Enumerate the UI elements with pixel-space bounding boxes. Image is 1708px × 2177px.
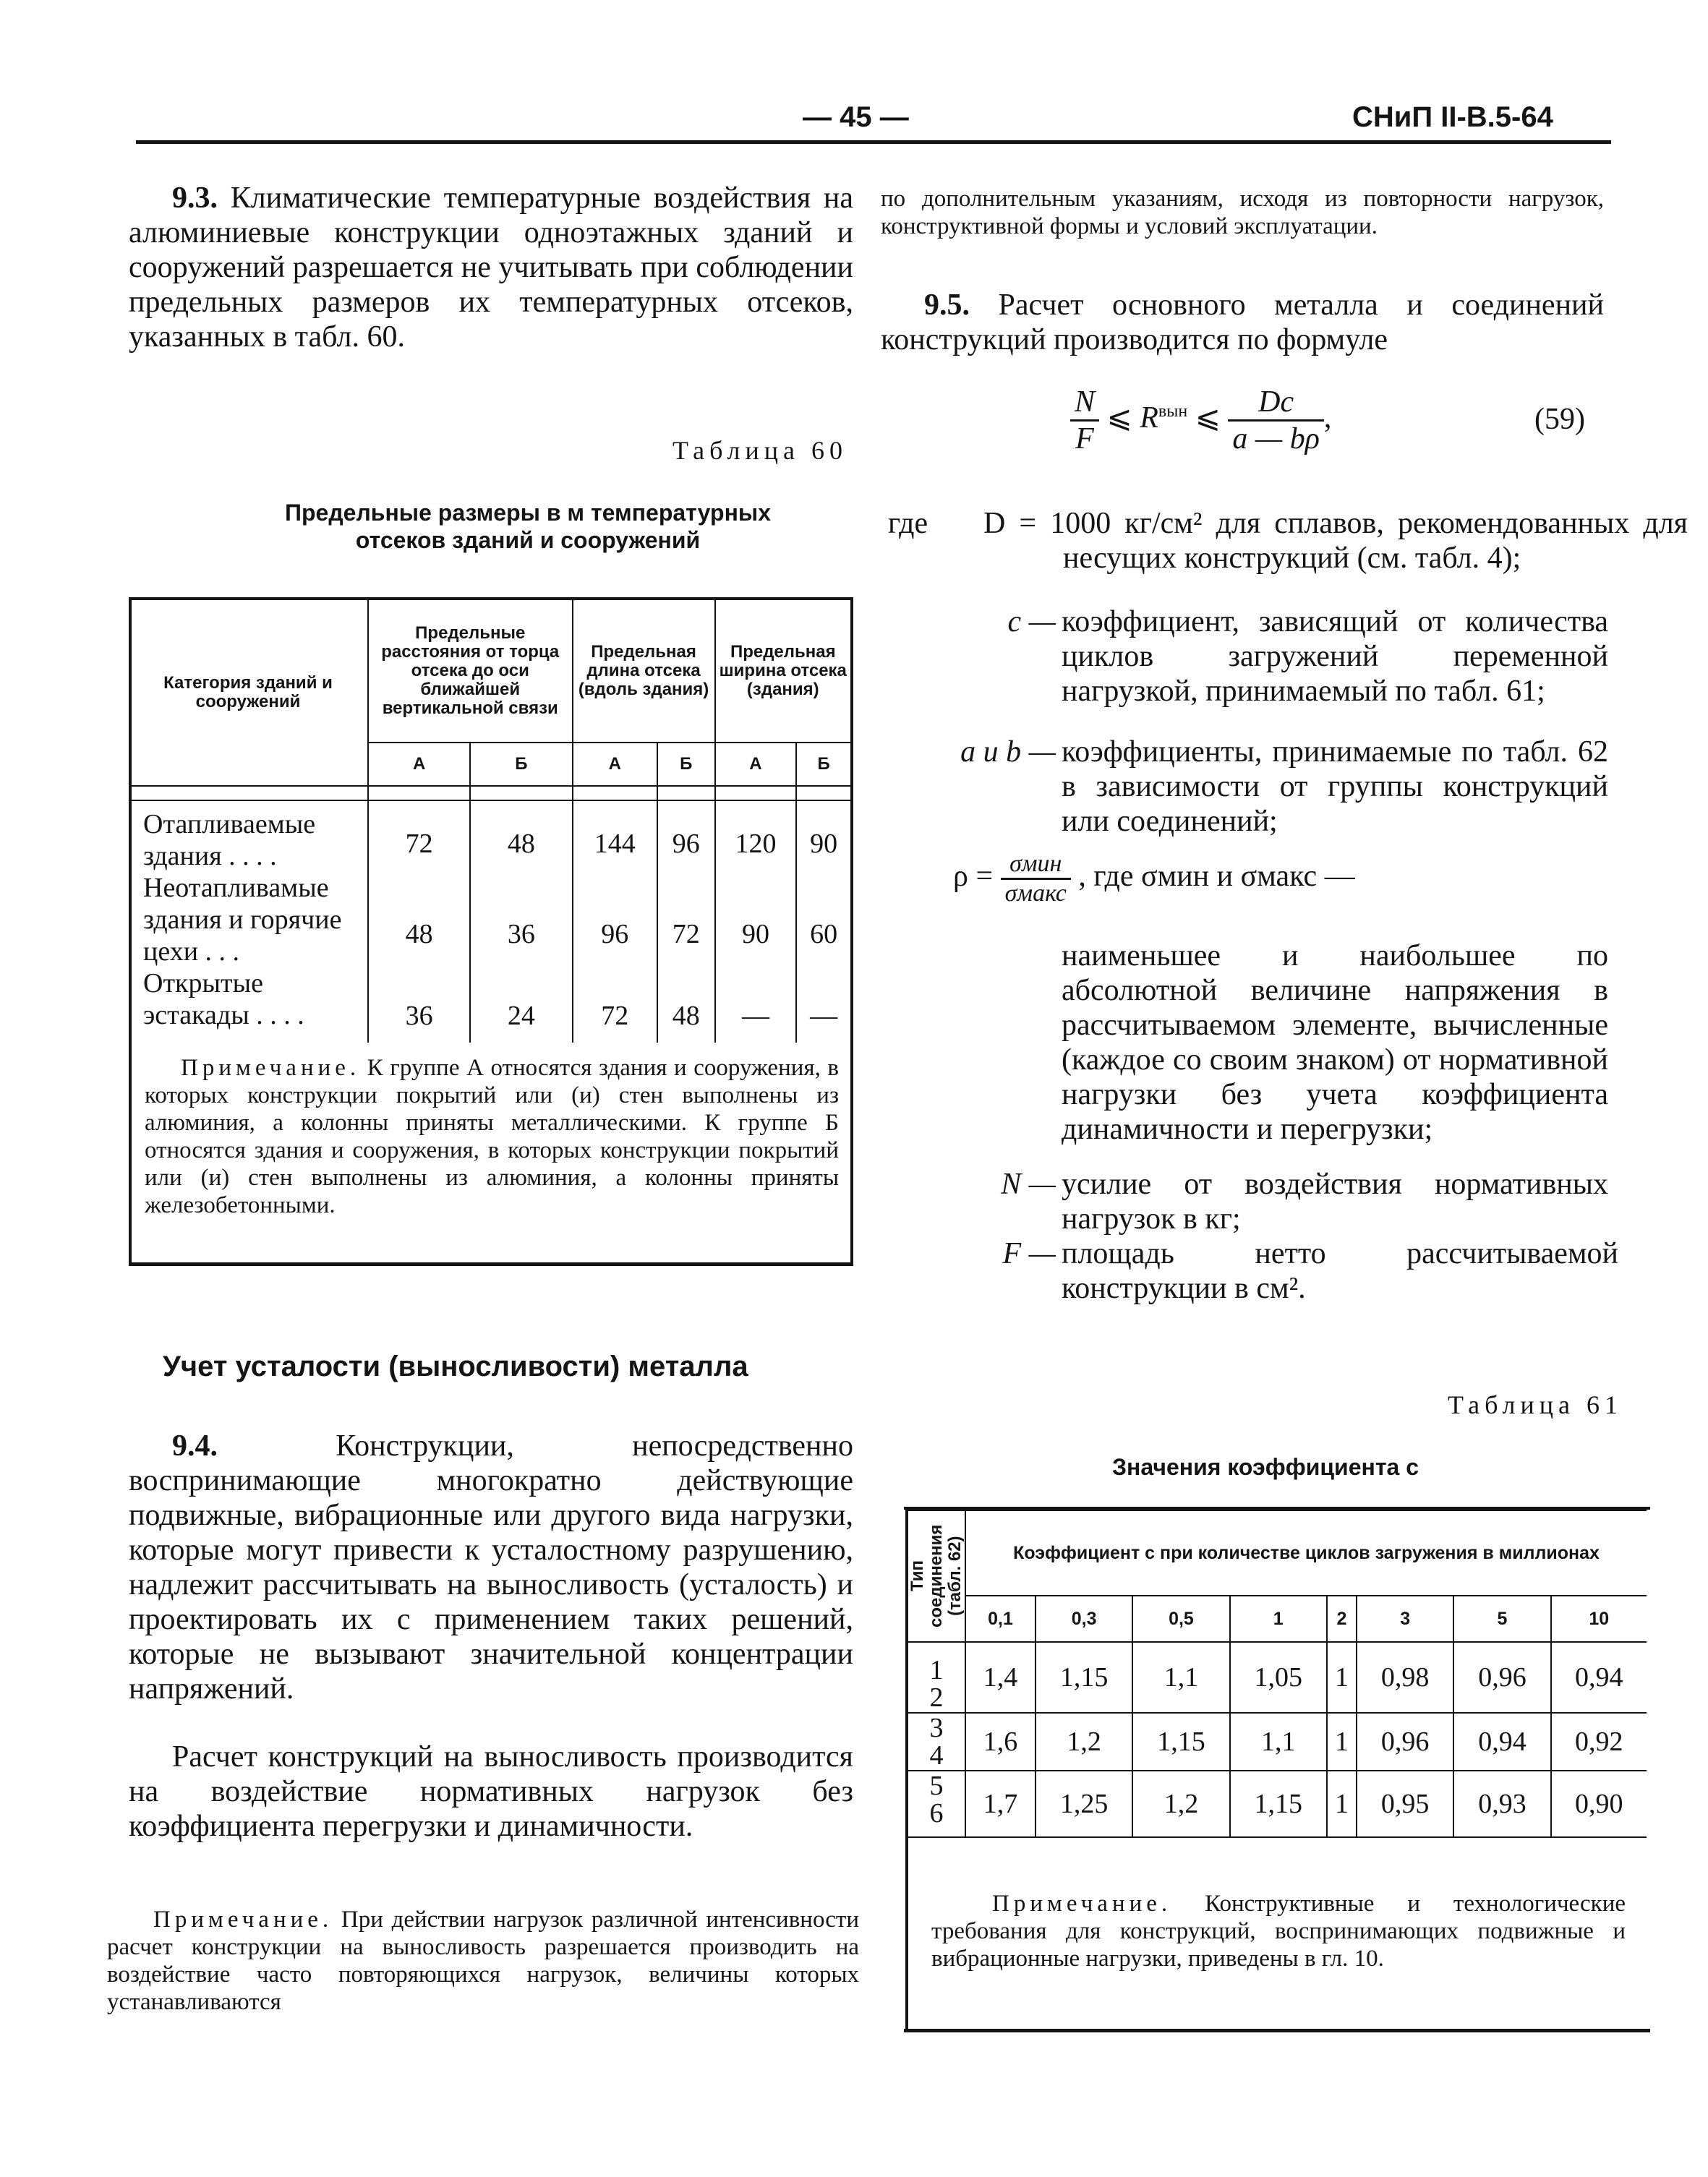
cell: 36 [368,967,470,1043]
table-61 [905,1510,1647,1838]
sub-a: А [573,743,657,786]
table60-bottom-rule [129,1262,853,1266]
cell: 1,2 [1036,1713,1132,1771]
cycle-header: 0,1 [965,1596,1036,1642]
cycle-header: 3 [1357,1596,1453,1642]
cycle-header: 10 [1551,1596,1647,1642]
type-cell: 5 6 [907,1771,965,1837]
formula-59: $\frac{N}{F}$ ⩽ $R^{вын}$ ⩽ $\frac{Dc}{a — b\rho}$ , [1070,385,1432,456]
fraction-sigma [1001,850,1071,907]
sub-a: А [715,743,797,786]
cell: 0,94 [1453,1713,1550,1771]
cell: — [715,967,797,1043]
note-label: Примечание. [992,1891,1172,1917]
row-category: Неотапливамые здания и горячие цехи . . . [129,872,368,967]
rho-symbol: ρ = [953,860,994,894]
cell: 60 [796,872,850,967]
cell: 96 [657,786,715,872]
where-label: где [888,507,928,540]
table60-left-border [129,600,132,1265]
rho-tail: , где σмин и σмакс — [1078,860,1355,894]
note-label: Примечание. [181,1055,361,1081]
formula-number: (59) [1534,403,1585,436]
cell: 90 [796,786,850,872]
paragraph-9-4-cont: Расчет конструкций на выносливость производится на воздействие нормативных нагрузок без коэффициента перегрузки и динамичности. [129,1740,853,1843]
paragraph-text: Расчет основного металла и соединений конструкций производится по формуле [881,288,1604,356]
cycle-header: 0,3 [1036,1596,1132,1642]
col-group-2: Предельная длина отсека (вдоль здания) [573,599,715,743]
table-row [129,786,850,872]
note-text: При действии нагрузок различной интенсивности расчет конструкции на выносливость разрешается производить на воздействие часто повторяющихся нагрузок, величины которых устанавливаются [107,1907,860,2015]
cell: 1,1 [1230,1713,1327,1771]
cell: 1 [1327,1771,1357,1837]
cell: 0,92 [1551,1713,1647,1771]
col-category: Категория зданий и сооружений [129,599,368,786]
header-rule [136,140,1611,144]
cell: 0,90 [1551,1771,1647,1837]
cell: 1,15 [1132,1713,1229,1771]
cell: — [796,967,850,1043]
rho-text: наименьшее и наибольшее по абсолютной величине напряжения в рассчитываемом элементе, вычисленные (каждое со своим знаком) от нормативной нагрузки без учета коэффициента динамичности и перегрузки; [1062,939,1608,1146]
row-category: Открытые эстакады . . . . [129,967,368,1043]
col-type-label: Тип соединения (табл. 62) [908,1524,965,1628]
cell: 1,1 [1132,1642,1229,1713]
r-symbol: R [1140,401,1158,435]
def-n-text: усилие от воздействия нормативных нагрузок в кг; [1062,1168,1608,1236]
paragraph-9-4 [129,1429,853,1706]
table60-head-rule [129,800,853,801]
fraction-dc [1228,385,1324,456]
cell: 1,15 [1036,1642,1132,1713]
document-code: СНиП II-В.5-64 [1352,101,1553,133]
cell: 0,98 [1357,1642,1453,1713]
table60-right-border [850,600,853,1265]
cell: 0,96 [1453,1642,1550,1713]
col-group: Коэффициент c при количестве циклов загружения в миллионах [965,1510,1647,1596]
table-row [129,967,850,1043]
section-title: Учет усталости (выносливости) металла [163,1351,748,1382]
table-row [129,872,850,967]
type-cell: 3 4 [907,1713,965,1771]
cell: 1,15 [1230,1771,1327,1837]
cell: 1,6 [965,1713,1036,1771]
def-n-symbol: N — [1001,1168,1056,1201]
col-group-3: Предельная ширина отсека (здания) [715,599,850,743]
sub-a: А [368,743,470,786]
col-type [907,1510,965,1642]
cycle-header: 1 [1230,1596,1327,1642]
cell: 36 [470,872,572,967]
table-60 [129,599,850,1043]
cell: 48 [470,786,572,872]
page-number: — 45 — [803,101,909,133]
col-group-1: Предельные расстояния от торца отсека до оси ближайшей вертикальной связи [368,599,573,743]
def-ab-text: коэффициенты, принимаемые по табл. 62 в зависимости от группы конструкций или соединений; [1062,735,1608,838]
cell: 90 [715,872,797,967]
table60-label: Таблица 60 [672,436,847,465]
cell: 1,25 [1036,1771,1132,1837]
paragraph-text: Климатические температурные воздействия на алюминиевые конструкции одноэтажных зданий и сооружений разрешается не учитывать при соблюдении предельных размеров их температурных отсеков, указанных в табл. 60. [129,181,854,354]
cell: 96 [573,872,657,967]
cell: 0,95 [1357,1771,1453,1837]
cell: 1,2 [1132,1771,1229,1837]
paragraph-9-5 [881,288,1604,357]
table-row [907,1642,1647,1713]
sub-b: Б [657,743,715,786]
fraction-n-f [1070,385,1099,456]
sub-b: Б [470,743,572,786]
cell: 1 [1327,1642,1357,1713]
type-cell: 1 2 [907,1642,965,1713]
table-row [907,1771,1647,1837]
def-f-symbol: F — [1002,1237,1056,1270]
paragraph-text: Конструкции, непосредственно воспринимающие многократно действующие подвижные, вибрационные или другого вида нагрузки, которые могут привести к усталостному разрушению, надлежит рассчитывать на выносливость (усталость) и проектировать их с применением таких решений, которые не вызывают значительной концентрации напряжений. [129,1429,854,1706]
cell: 24 [470,967,572,1043]
paragraph-number: 9.4. [172,1429,218,1463]
paragraph-9-3 [129,181,853,354]
cell: 48 [368,872,470,967]
def-d: D = 1000 кг/см² для сплавов, рекомендованных для несущих конструкций (см. табл. 4); [983,507,1688,575]
r-superscript: вын [1158,402,1188,422]
table61-title: Значения коэффициента c [1112,1454,1419,1480]
numerator: Dc [1228,385,1324,422]
cell: 0,96 [1357,1713,1453,1771]
cell: 1,4 [965,1642,1036,1713]
table-row [907,1713,1647,1771]
cell: 72 [573,967,657,1043]
table60-title: Предельные размеры в м температурных отсеков зданий и сооружений [284,500,772,553]
cell: 120 [715,786,797,872]
def-f-text: площадь нетто рассчитываемой конструкции в см². [1062,1237,1618,1305]
cell: 1,7 [965,1771,1036,1837]
sub-b: Б [796,743,850,786]
table60-top-rule [129,597,853,600]
rho-formula [953,850,1517,907]
cell: 144 [573,786,657,872]
cell: 72 [368,786,470,872]
cell: 0,94 [1551,1642,1647,1713]
note-text: Конструктивные и технологические требования для конструкций, воспринимающих подвижные и вибрационные нагрузки, приведены в гл. 10. [931,1891,1626,1972]
left-note [107,1906,859,2016]
cell: 1,05 [1230,1642,1327,1713]
paragraph-number: 9.5. [924,288,970,322]
denominator: F [1075,422,1094,455]
def-c-symbol: c — [1007,605,1056,638]
cell: 1 [1327,1713,1357,1771]
numerator: N [1070,385,1099,422]
cycle-header: 5 [1453,1596,1550,1642]
def-c-text: коэффициент, зависящий от количества циклов загружений переменной нагрузкой, принимаемый по табл. 61; [1062,605,1608,708]
row-category: Отапливаемые здания . . . . [129,786,368,872]
cell: 48 [657,967,715,1043]
paragraph-number: 9.3. [172,181,218,215]
table61-left-border [905,1822,908,2032]
note-text: К группе А относятся здания и сооружения, в которых конструкции покрытий или (и) стен выполнены из алюминия, а колонны приняты металлическими. К группе Б относятся здания и сооружения, в которых конструкции покрытий или (и) стен выполнены из алюминия, а колонны приняты железобетонными. [145,1055,840,1218]
cell: 0,93 [1453,1771,1550,1837]
def-ab-symbol: a и b — [960,735,1056,769]
note-label: Примечание. [153,1907,333,1933]
denominator: σмакс [1004,880,1067,907]
table61-note [931,1890,1626,1972]
table61-label: Таблица 61 [1448,1390,1623,1419]
cell: 72 [657,872,715,967]
table61-bottom-rule [904,2029,1650,2032]
cycle-header: 0,5 [1132,1596,1229,1642]
cycle-header: 2 [1327,1596,1357,1642]
table60-note [145,1054,839,1219]
denominator: a — bρ [1232,422,1320,455]
continued-text: по дополнительным указаниям, исходя из повторности нагрузок, конструктивной формы и условий эксплуатации. [881,186,1604,239]
numerator: σмин [1001,850,1071,880]
